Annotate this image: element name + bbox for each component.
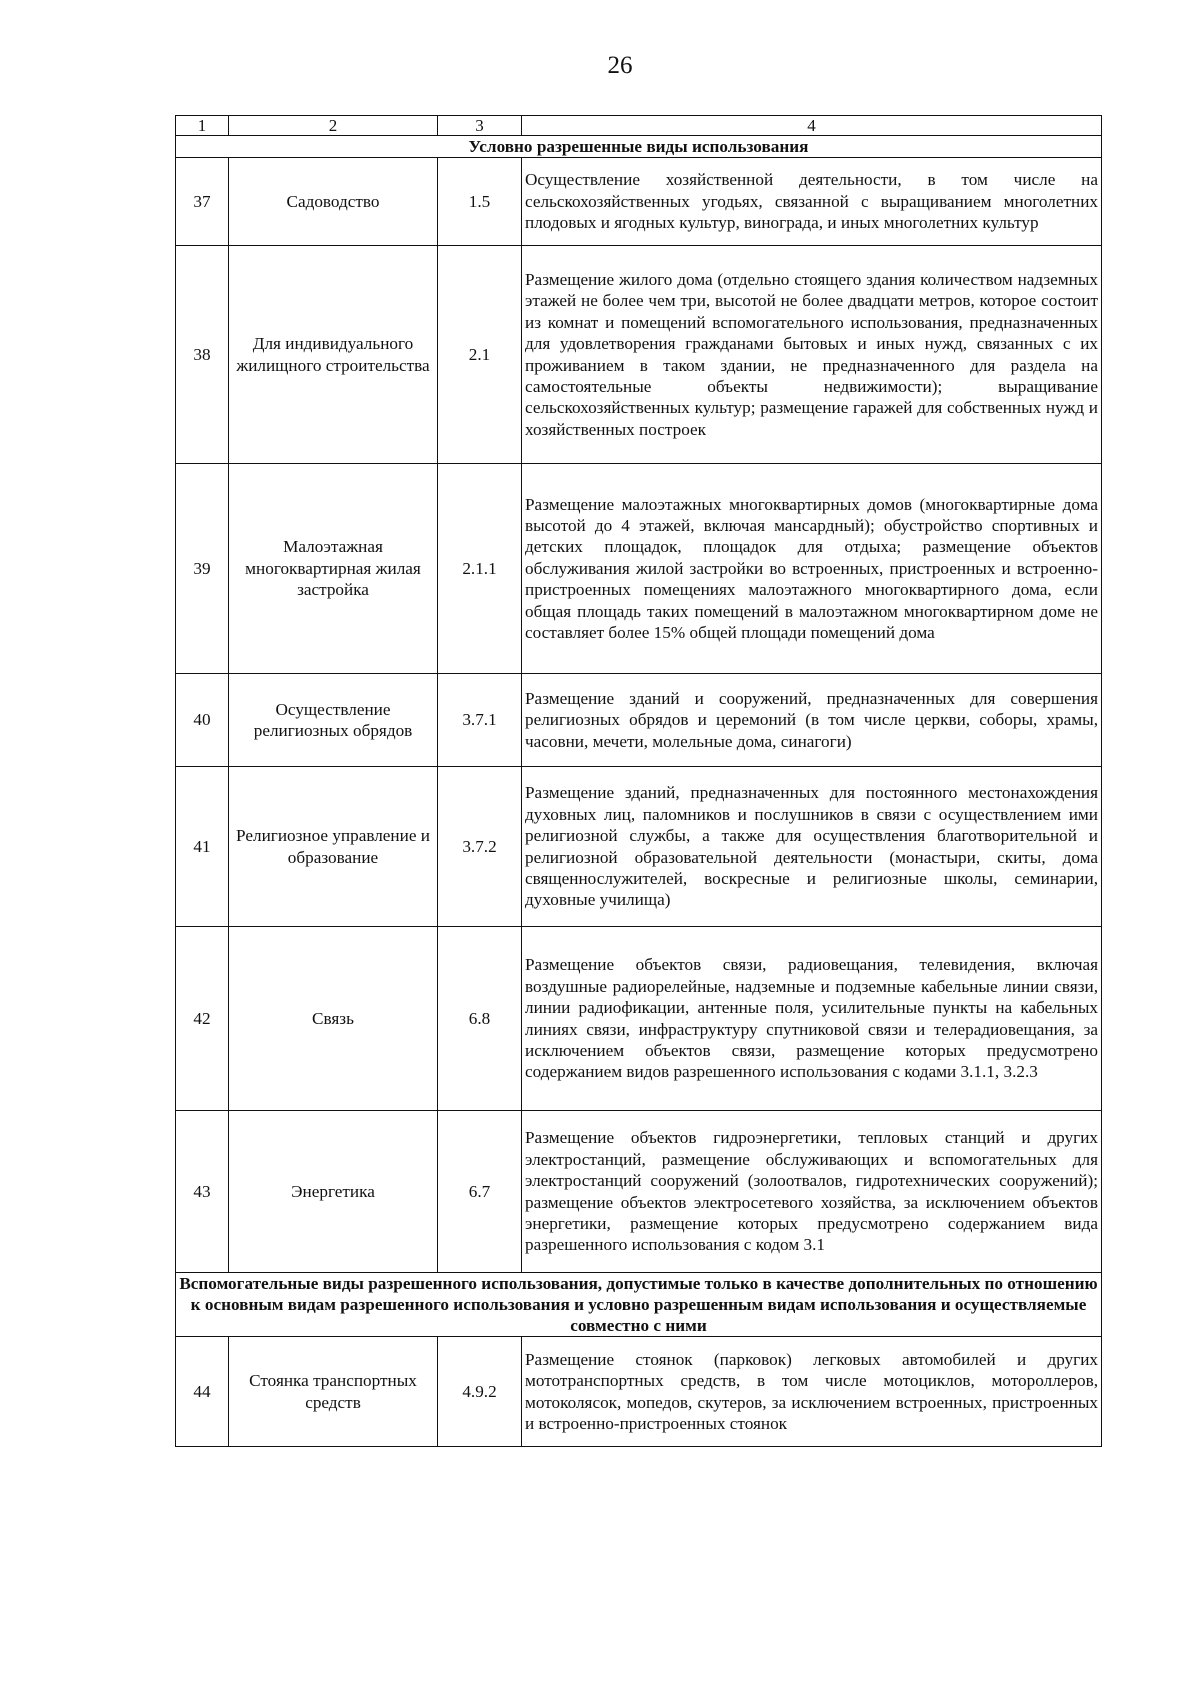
row-number: 37	[176, 158, 229, 246]
row-use-code: 2.1.1	[438, 464, 522, 674]
row-number: 43	[176, 1111, 229, 1273]
table-row	[176, 1337, 1102, 1447]
row-number: 39	[176, 464, 229, 674]
row-use-code: 6.8	[438, 927, 522, 1111]
header-col-2: 2	[229, 116, 438, 136]
table-row	[176, 464, 1102, 674]
row-number: 42	[176, 927, 229, 1111]
table-row	[176, 674, 1102, 767]
header-col-3: 3	[438, 116, 522, 136]
row-use-description: Размещение зданий, предназначенных для постоянного местонахождения духовных лиц, паломников и послушников в связи с осуществлением ими религиозной службы, а также для осуществления благотворительной и религиозной образовательной деятельности (монастыри, скиты, дома священнослужителей, воскресные и религиозные школы, семинарии, духовные училища)	[522, 767, 1102, 927]
row-use-code: 2.1	[438, 246, 522, 464]
section-row-auxiliary	[176, 1273, 1102, 1337]
row-use-name: Осуществление религиозных обрядов	[229, 674, 438, 767]
row-use-code: 3.7.1	[438, 674, 522, 767]
row-use-name: Стоянка транспортных средств	[229, 1337, 438, 1447]
row-use-code: 3.7.2	[438, 767, 522, 927]
row-use-name: Связь	[229, 927, 438, 1111]
row-use-name: Малоэтажная многоквартирная жилая застройка	[229, 464, 438, 674]
row-use-code: 1.5	[438, 158, 522, 246]
header-col-1: 1	[176, 116, 229, 136]
table-row	[176, 927, 1102, 1111]
section-title-auxiliary: Вспомогательные виды разрешенного использования, допустимые только в качестве дополнительных по отношению к основным видам разрешенного использования и условно разрешенным видам использования и осуществляемые совместно с ними	[176, 1273, 1102, 1337]
row-use-name: Садоводство	[229, 158, 438, 246]
section-row-conditional	[176, 136, 1102, 158]
row-use-description: Размещение объектов связи, радиовещания, телевидения, включая воздушные радиорелейные, надземные и подземные кабельные линии связи, линии радиофикации, антенные поля, усилительные пункты на кабельных линиях связи, инфраструктуру спутниковой связи и телерадиовещания, за исключением объектов связи, размещение которых предусмотрено содержанием видов разрешенного использования с кодами 3.1.1, 3.2.3	[522, 927, 1102, 1111]
page-number: 26	[607, 52, 633, 79]
row-use-description: Размещение стоянок (парковок) легковых автомобилей и других мототранспортных средств, в том числе мотоциклов, мотороллеров, мотоколясок, мопедов, скутеров, за исключением встроенных, пристроенных и встроенно-пристроенных стоянок	[522, 1337, 1102, 1447]
row-number: 44	[176, 1337, 229, 1447]
table-row	[176, 1111, 1102, 1273]
row-use-description: Размещение жилого дома (отдельно стоящего здания количеством надземных этажей не более чем три, высотой не более двадцати метров, которое состоит из комнат и помещений вспомогательного использования, предназначенных для удовлетворения гражданами бытовых и иных нужд, связанных с их проживанием в таком здании, не предназначенного для раздела на самостоятельные объекты недвижимости); выращивание сельскохозяйственных культур; размещение гаражей для собственных нужд и хозяйственных построек	[522, 246, 1102, 464]
row-number: 41	[176, 767, 229, 927]
row-use-description: Осуществление хозяйственной деятельности, в том числе на сельскохозяйственных угодьях, связанной с выращиванием многолетних плодовых и ягодных культур, винограда, и иных многолетних культур	[522, 158, 1102, 246]
row-use-description: Размещение зданий и сооружений, предназначенных для совершения религиозных обрядов и церемоний (в том числе церкви, соборы, храмы, часовни, мечети, молельные дома, синагоги)	[522, 674, 1102, 767]
row-use-name: Религиозное управление и образование	[229, 767, 438, 927]
row-use-description: Размещение объектов гидроэнергетики, тепловых станций и других электростанций, размещение обслуживающих и вспомогательных для электростанций сооружений (золоотвалов, гидротехнических сооружений); размещение объектов электросетевого хозяйства, за исключением объектов энергетики, размещение которых предусмотрено содержанием вида разрешенного использования с кодом 3.1	[522, 1111, 1102, 1273]
table-row	[176, 767, 1102, 927]
row-number: 38	[176, 246, 229, 464]
row-use-name: Энергетика	[229, 1111, 438, 1273]
row-use-description: Размещение малоэтажных многоквартирных домов (многоквартирные дома высотой до 4 этажей, включая мансардный); обустройство спортивных и детских площадок, площадок для отдыха; размещение объектов обслуживания жилой застройки во встроенных, пристроенных и встроенно-пристроенных помещениях малоэтажного многоквартирного дома, если общая площадь таких помещений в малоэтажном многоквартирном доме не составляет более 15% общей площади помещений дома	[522, 464, 1102, 674]
table-header-row	[176, 116, 1102, 136]
row-use-code: 6.7	[438, 1111, 522, 1273]
row-use-name: Для индивидуального жилищного строительства	[229, 246, 438, 464]
table-row	[176, 246, 1102, 464]
land-use-table	[175, 115, 1102, 1447]
row-number: 40	[176, 674, 229, 767]
table-row	[176, 158, 1102, 246]
header-col-4: 4	[522, 116, 1102, 136]
row-use-code: 4.9.2	[438, 1337, 522, 1447]
section-title-conditional: Условно разрешенные виды использования	[176, 136, 1102, 158]
